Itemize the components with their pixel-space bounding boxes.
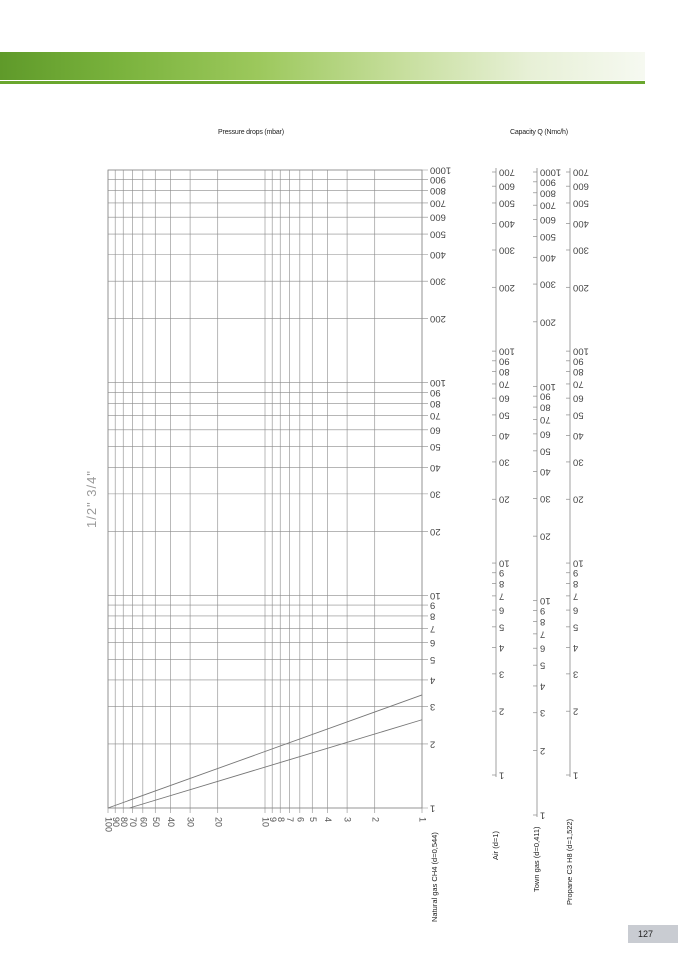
capacity-tick-label: 100 (540, 380, 556, 392)
pressure-tick-label: 200 (430, 313, 446, 325)
pressure-tick-label: 900 (430, 174, 446, 186)
capacity-tick-label: 4 (540, 680, 546, 692)
natural-gas-tick-label: 5 (307, 817, 318, 823)
pressure-tick-label: 2 (430, 738, 436, 750)
pressure-tick-label: 70 (430, 410, 441, 422)
pressure-tick-label: 6 (430, 636, 436, 648)
pressure-tick-label: 20 (430, 525, 441, 537)
capacity-tick-label: 600 (499, 180, 515, 192)
capacity-title: Capacity Q (Nmc/h) (510, 129, 568, 136)
capacity-scale-label: Air (d=1) (491, 831, 500, 860)
capacity-tick-label: 70 (573, 378, 584, 390)
pressure-tick-label: 60 (430, 424, 441, 436)
pressure-tick-label: 1000 (430, 164, 452, 176)
capacity-tick-label: 50 (573, 409, 584, 421)
natural-gas-tick-label: 20 (213, 817, 224, 828)
capacity-tick-label: 30 (540, 492, 551, 504)
natural-gas-tick-label: 6 (295, 817, 306, 823)
pressure-tick-label: 100 (430, 377, 446, 389)
capacity-tick-label: 400 (499, 217, 515, 229)
capacity-tick-label: 800 (540, 187, 556, 199)
pressure-tick-label: 500 (430, 228, 446, 240)
page-number: 127 (628, 925, 678, 943)
pressure-tick-label: 8 (430, 610, 436, 622)
pressure-tick-label: 5 (430, 653, 436, 665)
capacity-tick-label: 300 (573, 244, 589, 256)
capacity-tick-label: 40 (499, 429, 510, 441)
capacity-tick-label: 10 (499, 557, 510, 569)
curve-half-inch (129, 720, 422, 808)
natural-gas-tick-label: 10 (260, 817, 271, 828)
capacity-tick-label: 4 (573, 641, 579, 653)
capacity-tick-label: 3 (540, 707, 546, 719)
capacity-tick-label: 100 (573, 345, 589, 357)
capacity-tick-label: 9 (573, 567, 579, 579)
capacity-tick-label: 10 (540, 595, 551, 607)
capacity-tick-label: 8 (573, 578, 579, 590)
pressure-tick-label: 400 (430, 249, 446, 261)
natural-gas-tick-label: 9 (267, 817, 278, 823)
capacity-tick-label: 900 (540, 176, 556, 188)
capacity-tick-label: 80 (499, 366, 510, 378)
capacity-tick-label: 500 (499, 197, 515, 209)
capacity-tick-label: 700 (499, 166, 515, 178)
pressure-tick-label: 90 (430, 386, 441, 398)
capacity-tick-label: 50 (499, 409, 510, 421)
natural-gas-tick-label: 4 (323, 817, 334, 823)
capacity-tick-label: 300 (499, 244, 515, 256)
capacity-tick-label: 700 (573, 166, 589, 178)
capacity-tick-label: 60 (573, 392, 584, 404)
capacity-tick-label: 9 (499, 567, 505, 579)
capacity-tick-label: 60 (499, 392, 510, 404)
pressure-tick-label: 80 (430, 397, 441, 409)
capacity-tick-label: 8 (499, 578, 505, 590)
pipe-size-label: 1/2" 3/4" (84, 470, 99, 528)
natural-gas-tick-label: 40 (166, 817, 177, 828)
capacity-tick-label: 3 (499, 668, 505, 680)
capacity-tick-label: 200 (499, 281, 515, 293)
capacity-tick-label: 5 (499, 621, 505, 633)
pressure-tick-label: 1 (430, 802, 436, 814)
capacity-tick-label: 30 (499, 456, 510, 468)
pressure-tick-label: 10 (430, 589, 441, 601)
capacity-tick-label: 90 (499, 355, 510, 367)
capacity-tick-label: 9 (540, 604, 546, 616)
capacity-tick-label: 600 (573, 180, 589, 192)
natural-gas-tick-label: 100 (103, 817, 114, 833)
pressure-tick-label: 30 (430, 488, 441, 500)
pressure-tick-label: 800 (430, 185, 446, 197)
capacity-tick-label: 3 (573, 668, 579, 680)
pressure-tick-label: 40 (430, 461, 441, 473)
capacity-tick-label: 6 (540, 642, 546, 654)
pressure-tick-label: 3 (430, 701, 436, 713)
capacity-tick-label: 6 (573, 604, 579, 616)
pressure-tick-label: 9 (430, 599, 436, 611)
capacity-tick-label: 80 (540, 401, 551, 413)
natural-gas-tick-label: 7 (284, 817, 295, 823)
pressure-tick-label: 50 (430, 441, 441, 453)
capacity-tick-label: 500 (573, 197, 589, 209)
capacity-tick-label: 6 (499, 604, 505, 616)
natural-gas-tick-label: 60 (138, 817, 149, 828)
capacity-tick-label: 7 (499, 590, 505, 602)
capacity-tick-label: 10 (573, 557, 584, 569)
capacity-tick-label: 30 (573, 456, 584, 468)
capacity-tick-label: 2 (499, 705, 505, 717)
natural-gas-tick-label: 2 (370, 817, 381, 823)
natural-gas-tick-label: 90 (110, 817, 121, 828)
capacity-tick-label: 80 (573, 366, 584, 378)
capacity-tick-label: 5 (573, 621, 579, 633)
capacity-tick-label: 200 (573, 281, 589, 293)
pressure-tick-label: 7 (430, 622, 436, 634)
capacity-tick-label: 100 (499, 345, 515, 357)
capacity-tick-label: 1000 (540, 166, 562, 178)
capacity-tick-label: 50 (540, 445, 551, 457)
capacity-tick-label: 90 (573, 355, 584, 367)
capacity-tick-label: 20 (573, 493, 584, 505)
capacity-tick-label: 400 (540, 251, 556, 263)
natural-gas-tick-label: 1 (417, 817, 428, 823)
capacity-tick-label: 700 (540, 199, 556, 211)
pressure-tick-label: 4 (430, 674, 436, 686)
capacity-tick-label: 60 (540, 428, 551, 440)
pressure-drops-title: Pressure drops (mbar) (218, 129, 284, 136)
natural-gas-tick-label: 50 (150, 817, 161, 828)
capacity-tick-label: 4 (499, 641, 505, 653)
capacity-scale-label: Town gas (d=0,411) (532, 826, 541, 892)
capacity-tick-label: 7 (540, 628, 546, 640)
capacity-tick-label: 40 (573, 429, 584, 441)
pressure-tick-label: 700 (430, 197, 446, 209)
capacity-tick-label: 1 (573, 769, 579, 781)
capacity-tick-label: 600 (540, 214, 556, 226)
capacity-tick-label: 1 (540, 809, 546, 821)
capacity-tick-label: 70 (540, 414, 551, 426)
capacity-scale-label: Propane C3 H8 (d=1,522) (565, 818, 574, 905)
capacity-tick-label: 2 (540, 744, 546, 756)
capacity-tick-label: 70 (499, 378, 510, 390)
capacity-tick-label: 7 (573, 590, 579, 602)
capacity-tick-label: 2 (573, 705, 579, 717)
natural-gas-tick-label: 8 (275, 817, 286, 823)
natural-gas-tick-label: 3 (342, 817, 353, 823)
capacity-tick-label: 20 (540, 530, 551, 542)
natural-gas-tick-label: 30 (185, 817, 196, 828)
pressure-tick-label: 600 (430, 211, 446, 223)
capacity-tick-label: 90 (540, 390, 551, 402)
capacity-tick-label: 400 (573, 217, 589, 229)
natural-gas-tick-label: 80 (118, 817, 129, 828)
capacity-tick-label: 1 (499, 769, 505, 781)
capacity-tick-label: 40 (540, 466, 551, 478)
pressure-tick-label: 300 (430, 275, 446, 287)
capacity-tick-label: 5 (540, 659, 546, 671)
natural-gas-axis-label: Natural gas CH4 (d=0,544) (430, 832, 439, 922)
capacity-tick-label: 300 (540, 278, 556, 290)
capacity-tick-label: 8 (540, 615, 546, 627)
capacity-tick-label: 20 (499, 493, 510, 505)
capacity-tick-label: 500 (540, 231, 556, 243)
capacity-tick-label: 200 (540, 316, 556, 328)
natural-gas-tick-label: 70 (127, 817, 138, 828)
